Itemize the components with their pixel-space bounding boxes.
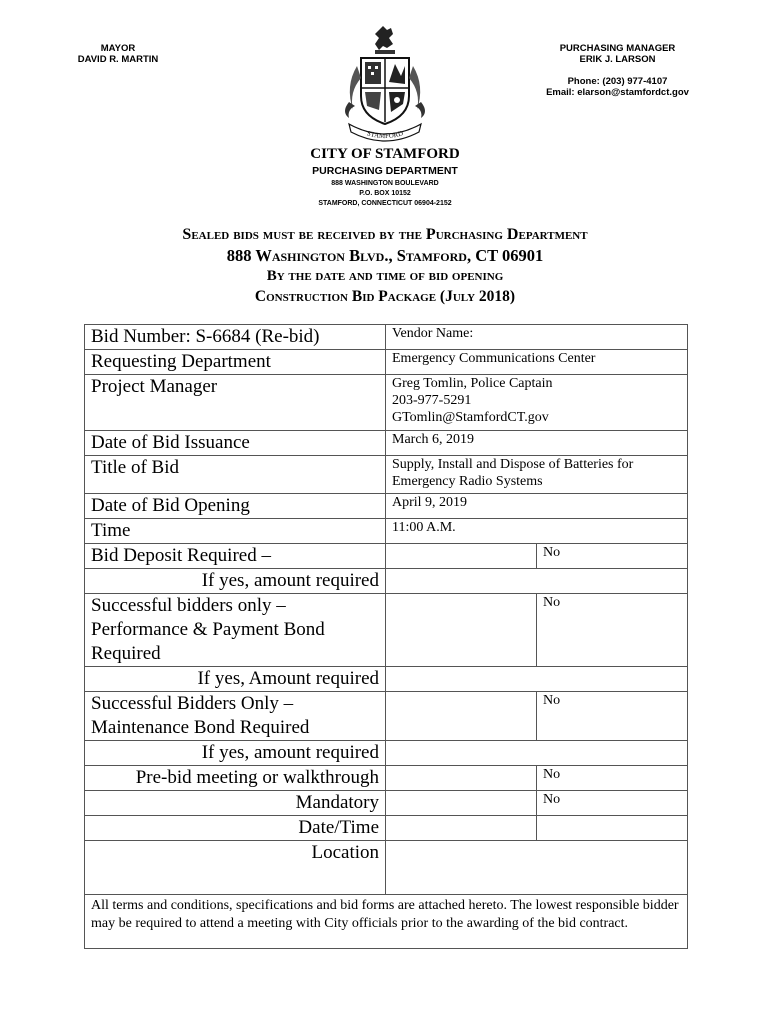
title-line-1: Supply, Install and Dispose of Batteries for: [392, 457, 634, 472]
city-seal-logo: [335, 26, 435, 146]
mayor-name: DAVID R. MARTIN: [77, 54, 159, 65]
datetime-value: [537, 816, 688, 841]
opening-value: April 9, 2019: [386, 494, 688, 519]
maint-line-2: Maintenance Bond Required: [91, 717, 310, 738]
deposit-amount-field: [386, 569, 688, 594]
title-value: [386, 456, 688, 494]
bid-info-table: [84, 324, 688, 949]
mayor-block: [58, 43, 178, 65]
mandatory-label: Mandatory: [85, 791, 386, 816]
datetime-blank: [386, 816, 537, 841]
time-value: 11:00 A.M.: [386, 519, 688, 544]
location-field: [386, 841, 688, 895]
maint-amount-label: If yes, amount required: [85, 741, 386, 766]
maint-line-1: Successful Bidders Only –: [91, 693, 294, 714]
prebid-blank: [386, 766, 537, 791]
address-line-1: 888 WASHINGTON BOULEVARD: [331, 180, 439, 187]
prebid-label: Pre-bid meeting or walkthrough: [85, 766, 386, 791]
notice-line-3: By the date and time of bid opening: [266, 268, 504, 284]
requesting-dept-value: Emergency Communications Center: [386, 350, 688, 375]
notice-line-2: 888 Washington Blvd., Stamford, CT 06901: [226, 246, 544, 265]
maint-blank: [386, 692, 537, 741]
perf-amount-label: If yes, Amount required: [85, 667, 386, 692]
title-line-2: Emergency Radio Systems: [392, 474, 543, 489]
maintenance-bond-value: No: [537, 692, 688, 741]
bid-number: Bid Number: S-6684 (Re-bid): [85, 325, 386, 350]
mayor-title: MAYOR: [100, 43, 136, 54]
project-manager-label: Project Manager: [85, 375, 386, 431]
requesting-dept-label: Requesting Department: [85, 350, 386, 375]
time-label: Time: [85, 519, 386, 544]
terms-footer: All terms and conditions, specifications and bid forms are attached hereto. The lowest responsible bidder may be required to attend a meeting with City officials prior to the awarding of the bid contract.: [85, 895, 688, 949]
deposit-blank: [386, 544, 537, 569]
perf-blank: [386, 594, 537, 667]
notice-line-4: Construction Bid Package (July 2018): [254, 288, 516, 305]
maint-amount-field: [386, 741, 688, 766]
pm-name-line: Greg Tomlin, Police Captain: [392, 376, 553, 391]
vendor-name-field[interactable]: Vendor Name:: [386, 325, 688, 350]
address-line-2: P.O. BOX 10152: [359, 190, 411, 197]
perf-amount-field: [386, 667, 688, 692]
pm-title: PURCHASING MANAGER: [559, 43, 676, 54]
perf-line-3: Required: [91, 643, 161, 664]
address-line-3: STAMFORD, CONNECTICUT 06904-2152: [318, 200, 452, 207]
performance-bond-label: [85, 594, 386, 667]
datetime-label: Date/Time: [85, 816, 386, 841]
notice-line-1: Sealed bids must be received by the Purchasing Department: [182, 226, 588, 243]
opening-label: Date of Bid Opening: [85, 494, 386, 519]
deposit-value: No: [537, 544, 688, 569]
maintenance-bond-label: [85, 692, 386, 741]
perf-line-2: Performance & Payment Bond: [91, 619, 325, 640]
issuance-label: Date of Bid Issuance: [85, 431, 386, 456]
mandatory-blank: [386, 791, 537, 816]
department-name: PURCHASING DEPARTMENT: [312, 165, 458, 177]
title-label: Title of Bid: [85, 456, 386, 494]
city-title: CITY OF STAMFORD: [310, 146, 460, 162]
pm-phone-line: 203-977-5291: [392, 393, 472, 408]
deposit-label: Bid Deposit Required –: [85, 544, 386, 569]
perf-line-1: Successful bidders only –: [91, 595, 286, 616]
seal-ribbon-text: STAMFORD: [365, 129, 405, 141]
issuance-value: March 6, 2019: [386, 431, 688, 456]
mandatory-value: No: [537, 791, 688, 816]
prebid-value: No: [537, 766, 688, 791]
pm-name: ERIK J. LARSON: [579, 54, 656, 65]
location-label: Location: [85, 841, 386, 895]
pm-phone: Phone: (203) 977-4107: [567, 76, 668, 87]
performance-bond-value: No: [537, 594, 688, 667]
deposit-amount-label: If yes, amount required: [85, 569, 386, 594]
purchasing-manager-block: [545, 43, 690, 98]
project-manager-value: [386, 375, 688, 431]
pm-email-line: GTomlin@StamfordCT.gov: [392, 410, 549, 425]
pm-email: Email: elarson@stamfordct.gov: [546, 87, 689, 98]
